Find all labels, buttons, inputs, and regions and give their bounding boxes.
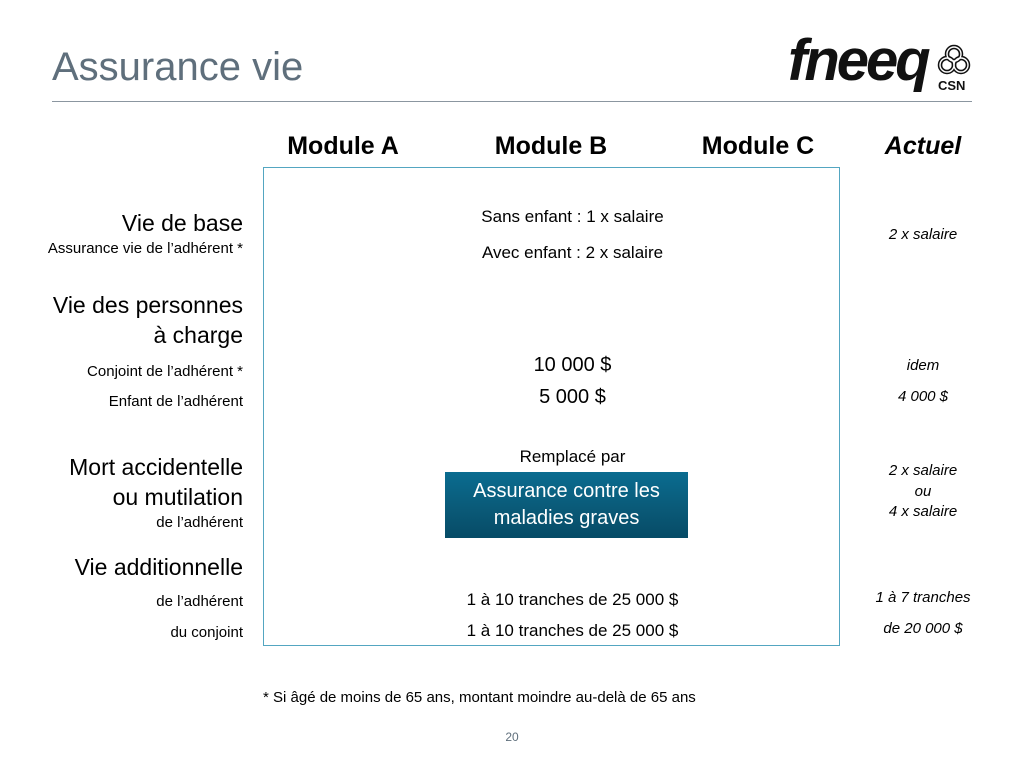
title-divider xyxy=(52,101,972,102)
vie-base-avec-enfant: Avec enfant : 2 x salaire xyxy=(481,243,664,262)
row-sublabel-enfant: Enfant de l’adhérent xyxy=(108,393,243,410)
page-number: 20 xyxy=(505,730,519,744)
conjoint-value: 10 000 $ xyxy=(533,354,612,376)
actuel-mort-line3: 4 x salaire xyxy=(888,503,958,520)
column-header-module-a: Module A xyxy=(287,132,399,160)
actuel-enfant: 4 000 $ xyxy=(897,388,949,405)
vie-base-sans-enfant: Sans enfant : 1 x salaire xyxy=(481,207,664,226)
additionnelle-conjoint-value: 1 à 10 tranches de 25 000 $ xyxy=(466,621,679,640)
maladies-graves-box xyxy=(445,472,688,538)
actuel-mort-line2: ou xyxy=(914,483,932,500)
row-label-mort-accidentelle-1: Mort accidentelle xyxy=(69,454,243,480)
row-label-vie-base: Vie de base xyxy=(121,210,243,236)
row-sublabel-vie-base: Assurance vie de l’adhérent * xyxy=(47,240,243,257)
maladies-graves-line1: Assurance contre les xyxy=(473,480,660,502)
actuel-mort-line1: 2 x salaire xyxy=(888,462,958,479)
column-header-actuel: Actuel xyxy=(884,132,962,160)
row-label-personnes-charge-2: à charge xyxy=(153,322,243,348)
additionnelle-adherent-value: 1 à 10 tranches de 25 000 $ xyxy=(466,590,679,609)
row-label-personnes-charge-1: Vie des personnes xyxy=(52,292,243,318)
logo-wordmark: fneeq xyxy=(788,28,928,93)
row-label-mort-accidentelle-2: ou mutilation xyxy=(112,484,243,510)
logo-csn: CSN xyxy=(938,78,966,93)
column-header-module-b: Module B xyxy=(494,132,608,160)
actuel-conjoint: idem xyxy=(906,357,940,374)
row-sublabel-additionnelle-adherent: de l’adhérent xyxy=(156,593,243,610)
row-sublabel-additionnelle-conjoint: du conjoint xyxy=(170,624,243,641)
actuel-additionnelle-line1: 1 à 7 tranches xyxy=(875,589,971,606)
row-label-vie-additionnelle: Vie additionnelle xyxy=(74,554,243,580)
footnote: * Si âgé de moins de 65 ans, montant moindre au-delà de 65 ans xyxy=(263,689,696,706)
page-title: Assurance vie xyxy=(52,45,304,89)
actuel-additionnelle-line2: de 20 000 $ xyxy=(883,620,963,637)
actuel-vie-base: 2 x salaire xyxy=(888,226,958,243)
fneeq-logo xyxy=(788,28,974,100)
logo-knot-icon xyxy=(936,42,972,78)
remplace-par-text: Remplacé par xyxy=(519,447,626,466)
row-sublabel-conjoint: Conjoint de l’adhérent * xyxy=(87,363,243,380)
column-header-module-c: Module C xyxy=(701,132,815,160)
enfant-value: 5 000 $ xyxy=(539,386,606,408)
maladies-graves-line2: maladies graves xyxy=(493,507,640,529)
row-sublabel-mort-adherent: de l’adhérent xyxy=(156,514,243,531)
